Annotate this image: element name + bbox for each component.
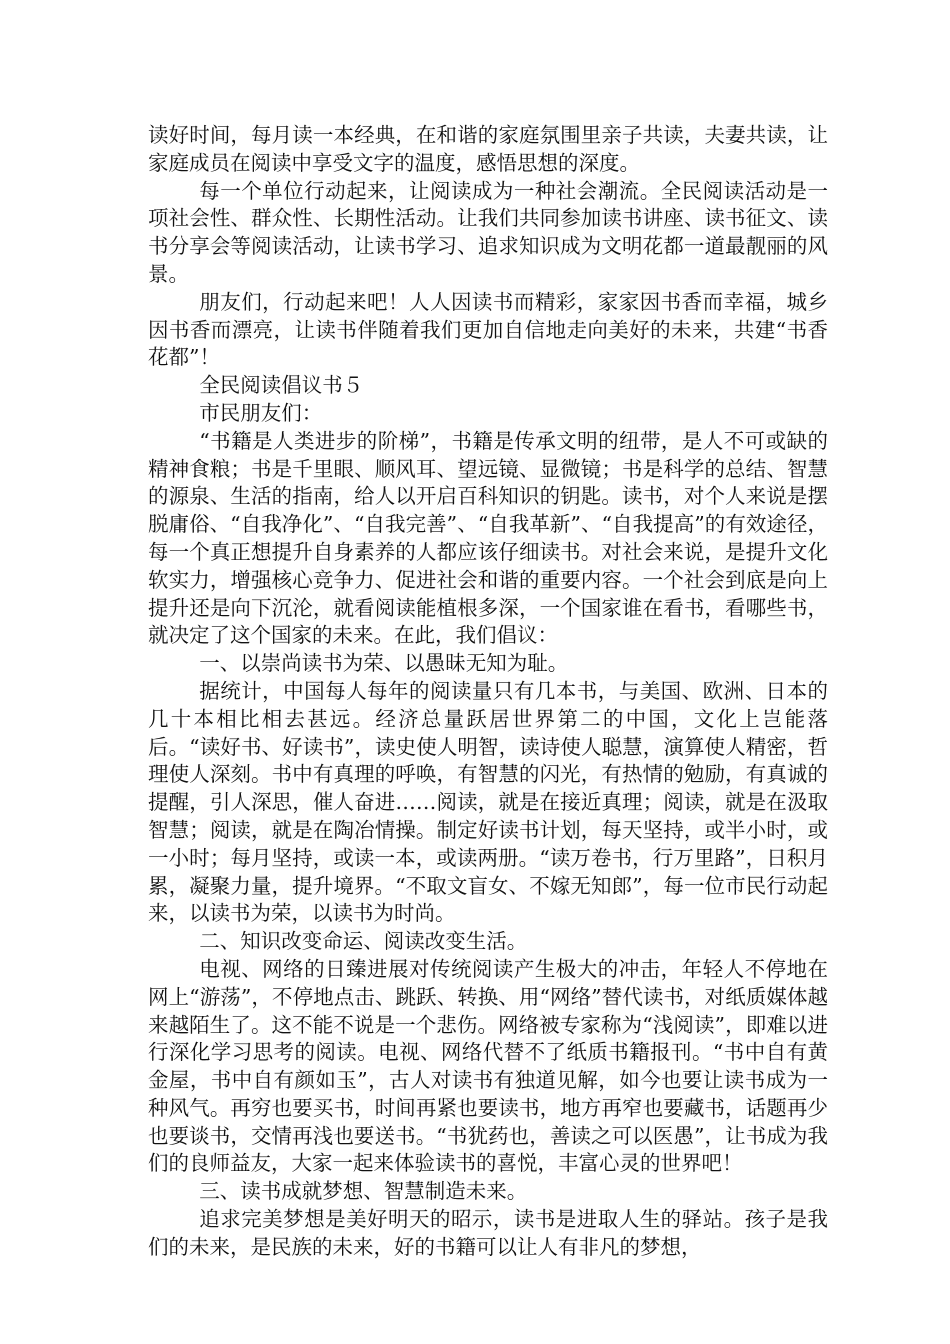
paragraph-tv-network: 电视、网络的日臻进展对传统阅读产生极大的冲击，年轻人不停地在网上“游荡”，不停地点击、跳跃、转换、用“网络”替代读书，对纸质媒体越来越陌生了。这不能不说是一个悲伤。网络被专家称为“浅阅读”，即难以进行深化学习思考的阅读。电视、网络代替不了纸质书籍报刊。“书中自有黄金屋，书中自有颜如玉”，古人对读书有独道见解，如今也要让读书成为一种风气。再穷也要买书，时间再紧也要读书，地方再窄也要藏书，话题再少也要谈书，交情再浅也要送书。“书犹药也，善读之可以医愚”，让书成为我们的良师益友，大家一起来体验读书的喜悦，丰富心灵的世界吧！ (148, 956, 828, 1176)
section-heading-three: 三、读书成就梦想、智慧制造未来。 (199, 1179, 528, 1204)
paragraph-books-ladder: “书籍是人类进步的阶梯”，书籍是传承文明的纽带，是人不可或缺的精神食粮；书是千里眼、顺风耳、望远镜、显微镜；书是科学的总结、智慧的源泉、生活的指南，给人以开启百科知识的钥匙。读书，对个人来说是摆脱庸俗、“自我净化”、“自我完善”、“自我革新”、“自我提高”的有效途径，每一个真正想提升自身素养的人都应该仔细读书。对社会来说，是提升文化软实力，增强核心竞争力、促进社会和谐的重要内容。一个社会到底是向上提升还是向下沉沦，就看阅读能植根多深，一个国家谁在看书，看哪些书，就决定了这个国家的未来。在此，我们倡议： (148, 428, 828, 648)
paragraph-friends-call: 朋友们，行动起来吧！人人因读书而精彩，家家因书香而幸福，城乡因书香而漂亮，让读书伴随着我们更加自信地走向美好的未来，共建“书香花都”！ (148, 289, 828, 370)
paragraph-family-reading: 读好时间，每月读一本经典，在和谐的家庭氛围里亲子共读，夫妻共读，让家庭成员在阅读中享受文字的温度，感悟思想的深度。 (148, 123, 828, 175)
proposal-title: 全民阅读倡议书５ (199, 373, 364, 398)
section-heading-two: 二、知识改变命运、阅读改变生活。 (199, 929, 528, 954)
salutation: 市民朋友们： (199, 400, 323, 425)
paragraph-units-action: 每一个单位行动起来，让阅读成为一种社会潮流。全民阅读活动是一项社会性、群众性、长期性活动。让我们共同参加读书讲座、读书征文、读书分享会等阅读活动，让读书学习、追求知识成为文明花都一道最靓丽的风景。 (148, 178, 828, 286)
paragraph-dreams: 追求完美梦想是美好明天的昭示，读书是进取人生的驿站。孩子是我们的未来，是民族的未来，好的书籍可以让人有非凡的梦想， (148, 1207, 828, 1259)
paragraph-statistics: 据统计，中国每人每年的阅读量只有几本书，与美国、欧洲、日本的几十本相比相去甚远。经济总量跃居世界第二的中国，文化上岂能落后。“读好书、好读书”，读史使人明智，读诗使人聪慧，演算使人精密，哲理使人深刻。书中有真理的呼唤，有智慧的闪光，有热情的勉励，有真诚的提醒，引人深思，催人奋进……阅读，就是在接近真理；阅读，就是在汲取智慧；阅读，就是在陶冶情操。制定好读书计划，每天坚持，或半小时，或一小时；每月坚持，或读一本，或读两册。“读万卷书，行万里路”，日积月累，凝聚力量，提升境界。“不取文盲女、不嫁无知郎”，每一位市民行动起来，以读书为荣，以读书为时尚。 (148, 678, 828, 926)
section-heading-one: 一、以崇尚读书为荣、以愚昧无知为耻。 (199, 651, 569, 676)
document-page (148, 122, 828, 1262)
